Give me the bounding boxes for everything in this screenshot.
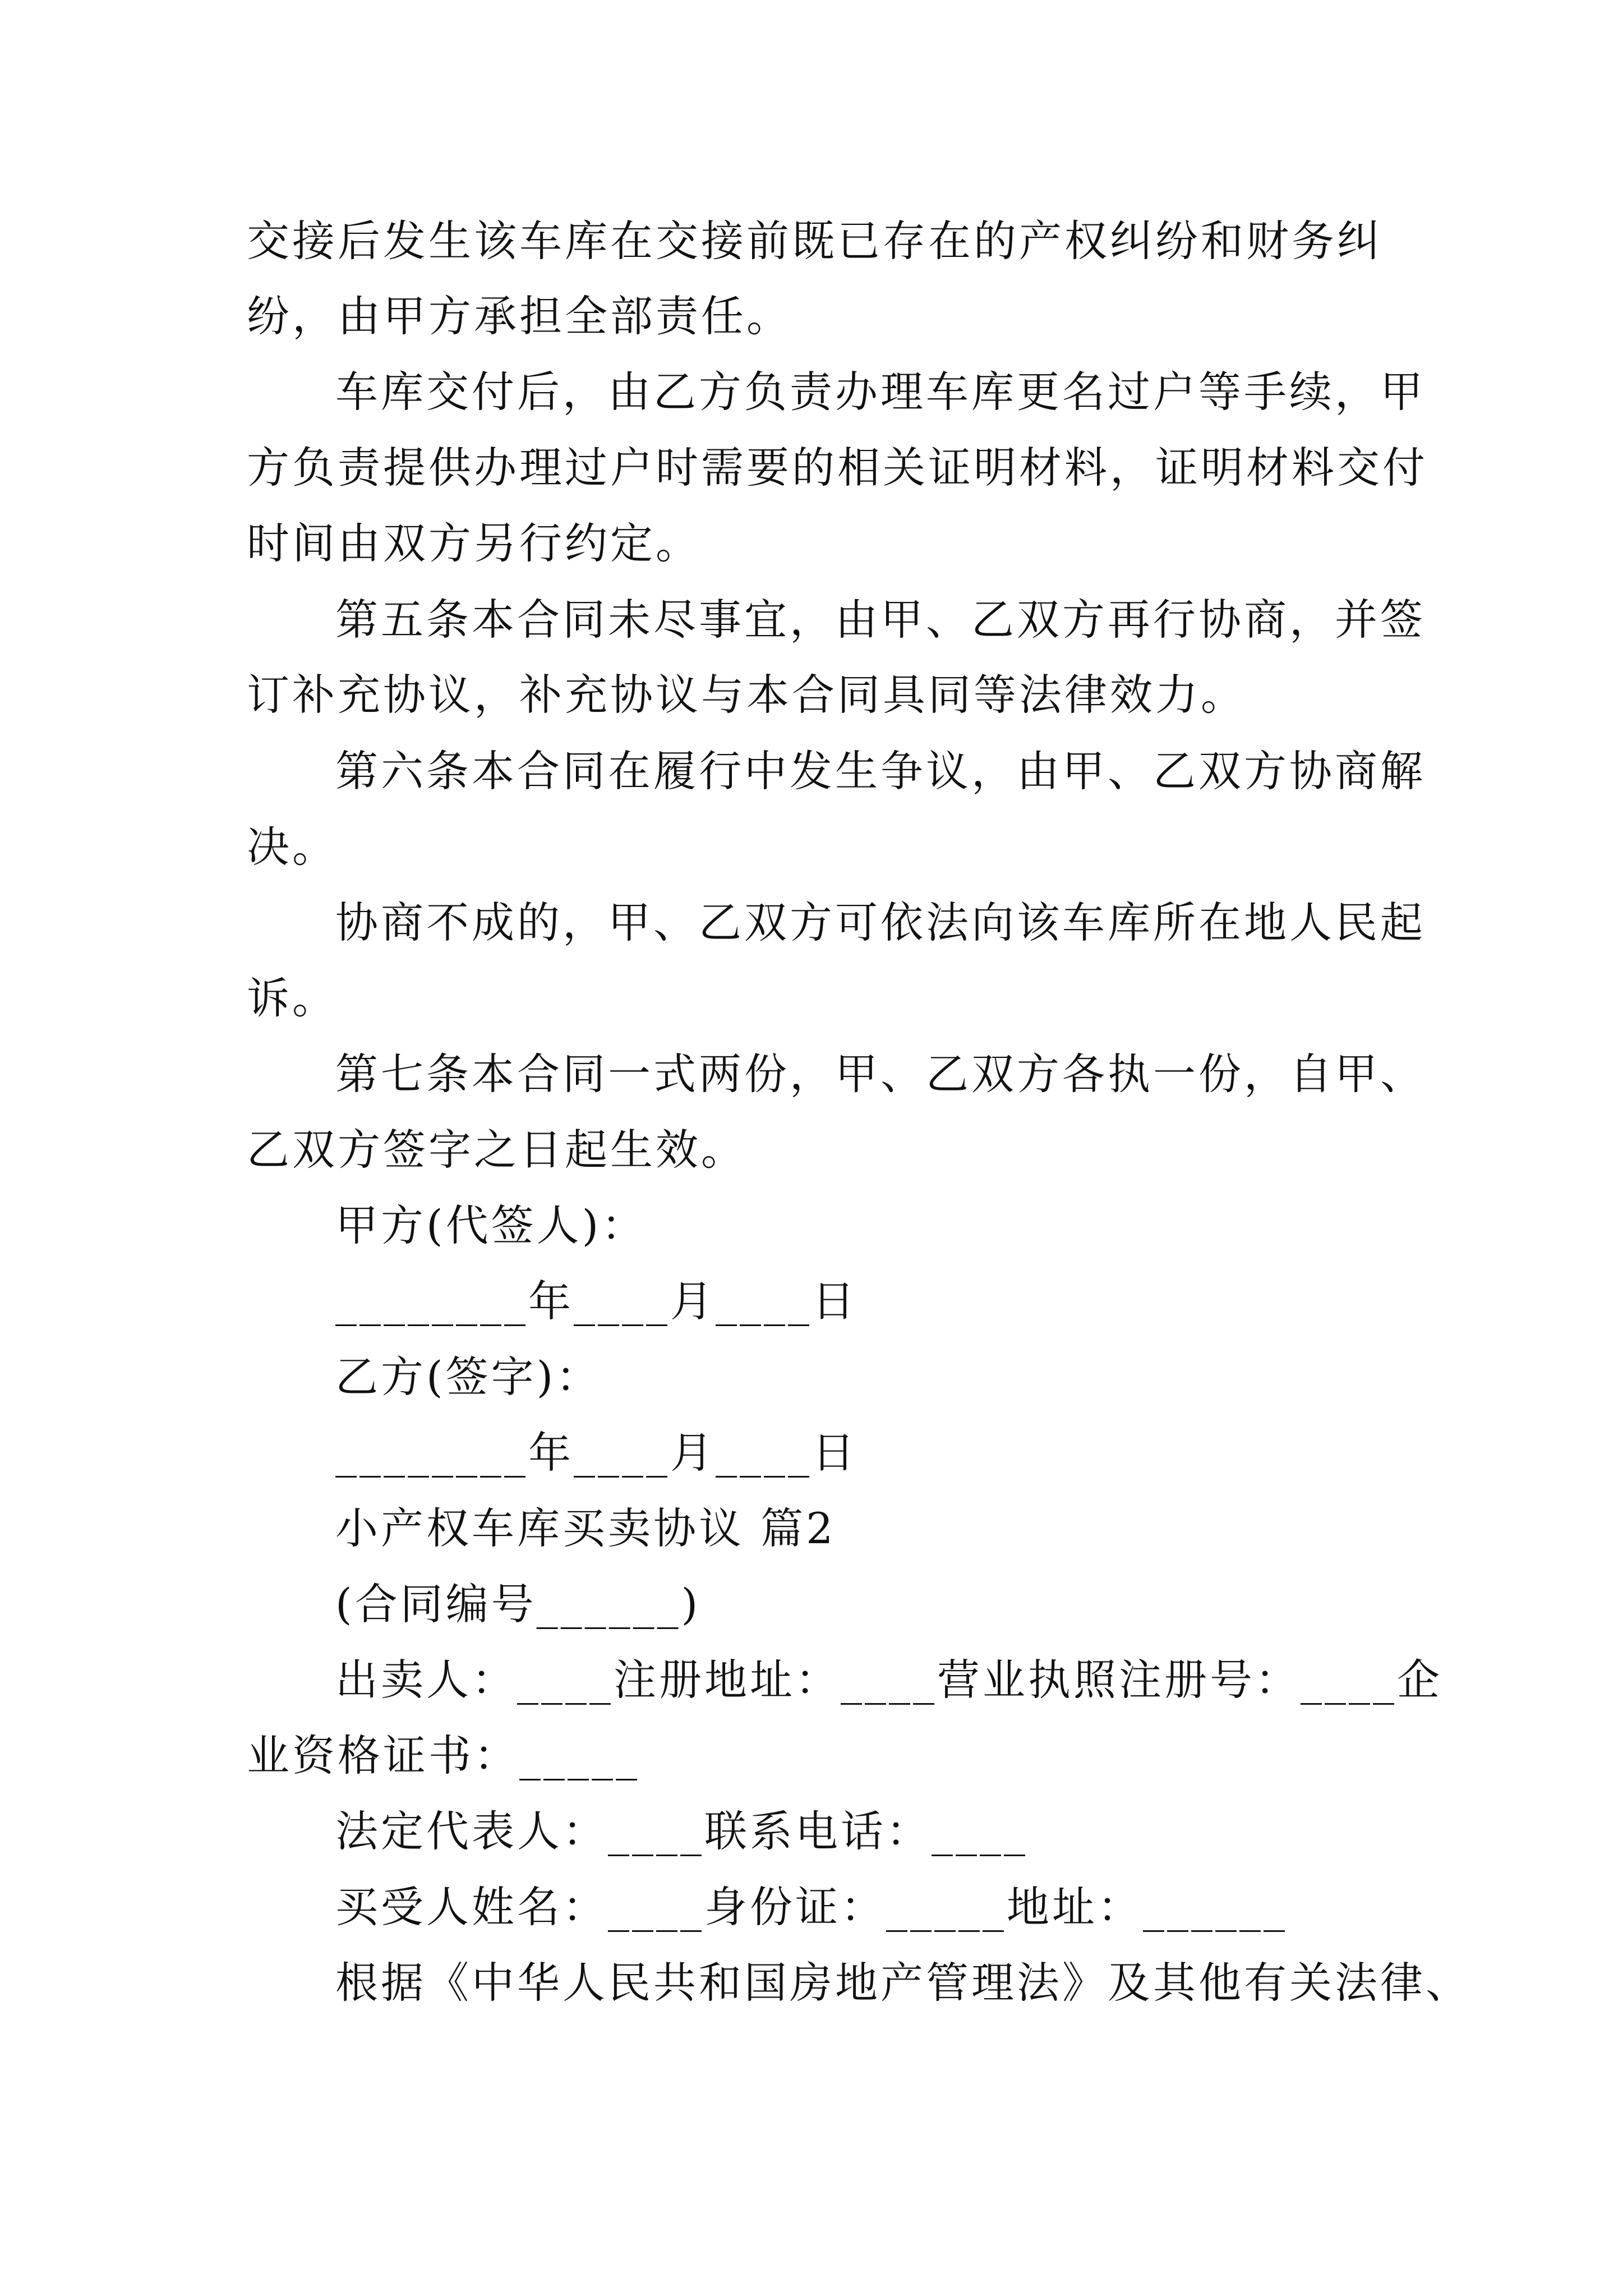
text-line: 买受人姓名：____身份证：_____地址：______	[335, 1882, 1288, 1932]
text-line: 诉。	[247, 973, 338, 1023]
text-line: 第七条本合同一式两份，甲、乙双方各执一份，自甲、	[335, 1049, 1426, 1099]
section-heading: 小产权车库买卖协议 篇2	[335, 1503, 836, 1553]
text-line: 交接后发生该车库在交接前既已存在的产权纠纷和财务纠	[247, 216, 1382, 266]
date-blank: ________年____月____日	[335, 1428, 857, 1478]
text-line: 乙双方签字之日起生效。	[247, 1125, 746, 1175]
text-line: 业资格证书：_____	[247, 1731, 640, 1780]
text-line: 法定代表人：____联系电话：____	[335, 1806, 1028, 1856]
text-line: 车库交付后，由乙方负责办理车库更名过户等手续，甲	[335, 367, 1426, 417]
text-line: 第五条本合同未尽事宜，由甲、乙双方再行协商，并签	[335, 595, 1426, 645]
signature-label: 甲方(代签人)：	[335, 1200, 647, 1250]
text-line: 第六条本合同在履行中发生争议，由甲、乙双方协商解	[335, 746, 1426, 796]
contract-number: (合同编号______)	[335, 1579, 701, 1629]
text-line: 方负责提供办理过户时需要的相关证明材料，证明材料交付	[247, 443, 1428, 493]
text-line: 协商不成的，甲、乙双方可依法向该车库所在地人民起	[335, 898, 1426, 947]
text-line: 订补充协议，补充协议与本合同具同等法律效力。	[247, 670, 1246, 720]
text-line: 时间由双方另行约定。	[247, 518, 701, 568]
text-line: 决。	[247, 822, 338, 872]
text-line: 根据《中华人民共和国房地产管理法》及其他有关法律、	[335, 1958, 1471, 2008]
text-line: 纷，由甲方承担全部责任。	[247, 291, 792, 341]
date-blank: ________年____月____日	[335, 1276, 857, 1326]
signature-label: 乙方(签字)：	[335, 1352, 602, 1402]
text-line: 出卖人：____注册地址：____营业执照注册号：____企	[335, 1655, 1442, 1705]
